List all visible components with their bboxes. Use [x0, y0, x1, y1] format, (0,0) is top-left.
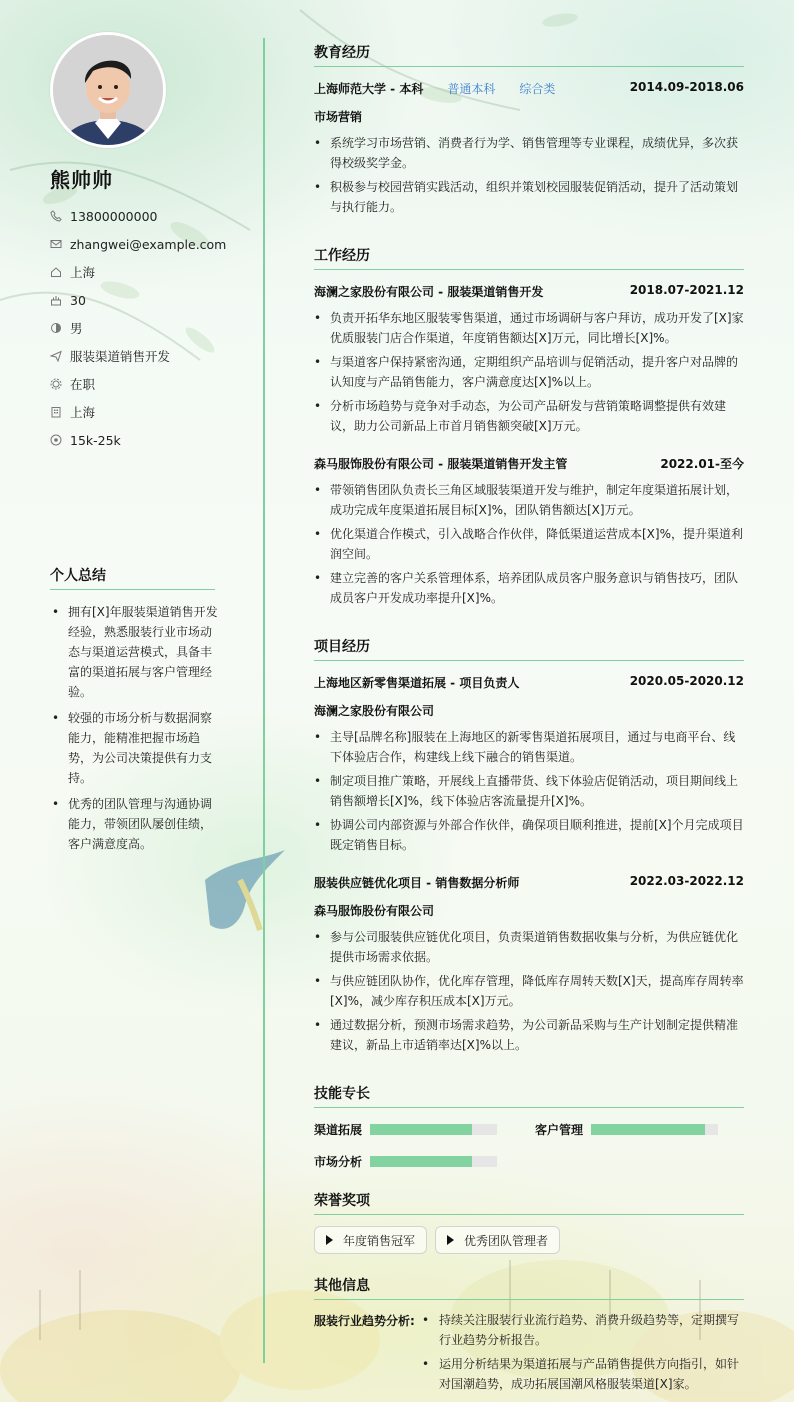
- info-email-text: zhangwei@example.com: [70, 236, 227, 252]
- skill-bar-fill: [370, 1124, 472, 1135]
- project-bullet: • 制定项目推广策略，开展线上直播带货、线下体验店促销活动，项目期间线上销售额增长[X]%，线下体验店客流量提升[X]%。: [314, 771, 744, 811]
- send-icon: [50, 350, 62, 362]
- home-icon: [50, 266, 62, 278]
- education-bullet: • 积极参与校园营销实践活动，组织并策划校园服装促销活动，提升了活动策划与执行能力。: [314, 177, 744, 217]
- project-date: 2020.05-2020.12: [629, 674, 744, 688]
- job-bullet: • 分析市场趋势与竞争对手动态，为公司产品研发与营销策略调整提供有效建议，助力公司新品上市首月销售额突破[X]万元。: [314, 396, 744, 436]
- profile-name: 熊帅帅: [50, 168, 113, 192]
- info-city-text: 上海: [70, 405, 96, 420]
- info-email: [50, 230, 250, 258]
- job-bullet: • 与渠道客户保持紧密沟通，定期组织产品培训与促销活动，提升客户对品牌的认知度与产品销售能力，客户满意度达[X]%以上。: [314, 352, 744, 392]
- column-divider: [263, 38, 265, 1363]
- project-company: 海澜之家股份有限公司: [314, 704, 435, 718]
- info-gender-text: 男: [70, 321, 83, 336]
- award-chip[interactable]: [314, 1226, 427, 1254]
- skill-bar: [370, 1124, 497, 1135]
- summary-list: [50, 602, 220, 860]
- skill-bar-fill: [370, 1156, 472, 1167]
- play-triangle-icon: [447, 1235, 454, 1245]
- info-location-text: 上海: [70, 265, 96, 280]
- info-age: [50, 286, 250, 314]
- skill-bar: [370, 1156, 497, 1167]
- education-head: [314, 80, 744, 97]
- skill-label: 渠道拓展: [314, 1123, 363, 1137]
- job-title: 海澜之家股份有限公司 - 服装渠道销售开发: [314, 285, 544, 299]
- job-bullet: • 负责开拓华东地区服装零售渠道，通过市场调研与客户拜访，成功开发了[X]家优质服装门店合作渠道，年度销售额达[X]万元，同比增长[X]%。: [314, 308, 744, 348]
- project-bullet: • 参与公司服装供应链优化项目，负责渠道销售数据收集与分析，为供应链优化提供市场需求依据。: [314, 927, 744, 967]
- skill-item: [535, 1121, 718, 1138]
- gender-icon: [50, 322, 62, 334]
- education-title: 教育经历: [314, 42, 744, 67]
- project-title: 服装供应链优化项目 - 销售数据分析师: [314, 876, 520, 890]
- info-salary-text: 15k-25k: [70, 432, 121, 448]
- skill-item: [314, 1121, 497, 1138]
- project-bullet: • 与供应链团队协作，优化库存管理，降低库存周转天数[X]天，提高库存周转率[X]%，减少库存积压成本[X]万元。: [314, 971, 744, 1011]
- info-age-text: 30: [70, 292, 86, 308]
- summary-title: 个人总结: [50, 565, 215, 590]
- education-school: 上海师范大学 - 本科: [314, 82, 424, 96]
- project-company: 森马服饰股份有限公司: [314, 904, 435, 918]
- phone-icon: [50, 210, 62, 222]
- contact-info-list: [50, 202, 250, 454]
- avatar: [50, 32, 166, 148]
- info-position-text: 服装渠道销售开发: [70, 349, 171, 364]
- info-status: [50, 370, 250, 398]
- job-bullets: [314, 480, 744, 612]
- sidebar: [0, 0, 262, 1402]
- project-bullet: • 协调公司内部资源与外部合作伙伴，确保项目顺利推进，提前[X]个月完成项目既定销售目标。: [314, 815, 744, 855]
- job-bullet: • 带领销售团队负责长三角区域服装渠道开发与维护，制定年度渠道拓展计划，成功完成年度渠道拓展目标[X]%，团队销售额达[X]万元。: [314, 480, 744, 520]
- project-bullets: [314, 927, 744, 1059]
- skill-bar: [591, 1124, 718, 1135]
- info-phone-text: 13800000000: [70, 208, 158, 224]
- job-title: 森马服饰股份有限公司 - 服装渠道销售开发主管: [314, 457, 568, 471]
- skill-bar-fill: [591, 1124, 705, 1135]
- building-icon: [50, 406, 62, 418]
- education-tag-type: 普通本科: [447, 82, 496, 96]
- project-bullets: [314, 727, 744, 859]
- projects-title: 项目经历: [314, 636, 744, 661]
- info-gender: [50, 314, 250, 342]
- skills-title: 技能专长: [314, 1083, 744, 1108]
- info-city: [50, 398, 250, 426]
- education-major: 市场营销: [314, 110, 363, 124]
- info-salary: [50, 426, 250, 454]
- summary-item: • 较强的市场分析与数据洞察能力，能精准把握市场趋势，为公司决策提供有力支持。: [50, 708, 220, 788]
- job-bullet: • 优化渠道合作模式，引入战略合作伙伴，降低渠道运营成本[X]%，提升渠道利润空间。: [314, 524, 744, 564]
- status-icon: [50, 378, 62, 390]
- job-date: 2018.07-2021.12: [629, 283, 744, 297]
- skill-item: [314, 1153, 497, 1170]
- education-date: 2014.09-2018.06: [629, 80, 744, 94]
- project-head: [314, 874, 744, 891]
- education-bullets: [314, 133, 744, 221]
- award-label: 年度销售冠军: [343, 1233, 416, 1248]
- project-date: 2022.03-2022.12: [629, 874, 744, 888]
- project-bullet: • 通过数据分析，预测市场需求趋势，为公司新品采购与生产计划制定提供精准建议，新品上市适销率达[X]%以上。: [314, 1015, 744, 1055]
- other-bullets: [422, 1310, 744, 1398]
- info-phone: [50, 202, 250, 230]
- info-position: [50, 342, 250, 370]
- job-head: [314, 455, 744, 472]
- skill-label: 市场分析: [314, 1155, 363, 1169]
- salary-icon: [50, 434, 62, 446]
- project-head: [314, 674, 744, 691]
- job-bullet: • 建立完善的客户关系管理体系，培养团队成员客户服务意识与销售技巧，团队成员客户开发成功率提升[X]%。: [314, 568, 744, 608]
- skill-label: 客户管理: [535, 1123, 584, 1137]
- mail-icon: [50, 238, 62, 250]
- summary-item: • 拥有[X]年服装渠道销售开发经验，熟悉服装行业市场动态与渠道运营模式，具备丰富的渠道拓展与客户管理经验。: [50, 602, 220, 702]
- education-bullet: • 系统学习市场营销、消费者行为学、销售管理等专业课程，成绩优异，多次获得校级奖学金。: [314, 133, 744, 173]
- job-head: [314, 283, 744, 300]
- work-title: 工作经历: [314, 245, 744, 270]
- awards-list: [314, 1226, 560, 1254]
- job-date: 2022.01-至今: [660, 457, 744, 471]
- award-chip[interactable]: [435, 1226, 560, 1254]
- info-status-text: 在职: [70, 377, 96, 392]
- awards-title: 荣誉奖项: [314, 1190, 744, 1215]
- project-title: 上海地区新零售渠道拓展 - 项目负责人: [314, 676, 520, 690]
- other-title: 其他信息: [314, 1275, 744, 1300]
- other-bullet: • 持续关注服装行业流行趋势、消费升级趋势等，定期撰写行业趋势分析报告。: [422, 1310, 744, 1350]
- other-bullet: • 运用分析结果为渠道拓展与产品销售提供方向指引，如针对国潮趋势，成功拓展国潮风格服装渠道[X]家。: [422, 1354, 744, 1394]
- job-bullets: [314, 308, 744, 440]
- education-tag-category: 综合类: [519, 82, 556, 96]
- age-icon: [50, 294, 62, 306]
- summary-item: • 优秀的团队管理与沟通协调能力，带领团队屡创佳绩，客户满意度高。: [50, 794, 220, 854]
- play-triangle-icon: [326, 1235, 333, 1245]
- info-location: [50, 258, 250, 286]
- award-label: 优秀团队管理者: [464, 1233, 549, 1248]
- other-label: 服装行业趋势分析:: [314, 1314, 415, 1328]
- project-bullet: • 主导[品牌名称]服装在上海地区的新零售渠道拓展项目，通过与电商平台、线下体验店合作，构建线上线下融合的销售渠道。: [314, 727, 744, 767]
